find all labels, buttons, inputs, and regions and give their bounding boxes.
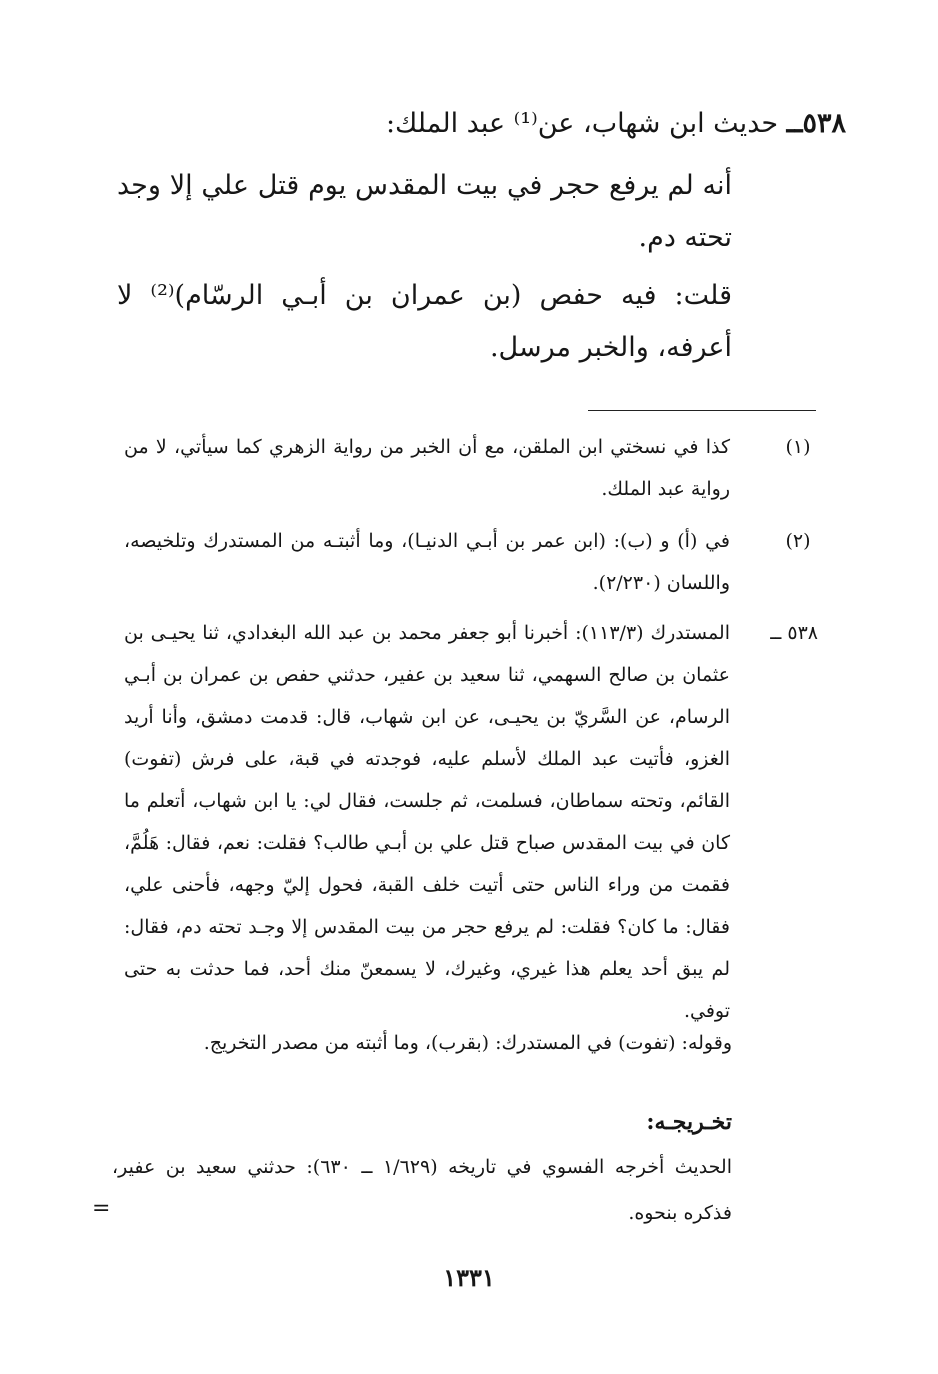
footnote-number: (١) (785, 436, 811, 458)
footnote-separator (588, 410, 816, 411)
hadith-text: أنه لم يرفع حجر في بيت المقدس يوم قتل علي إلا وجد تحته دم. (117, 170, 732, 253)
footnote (118, 426, 818, 516)
footnote-text: كذا في نسختي ابن الملقن، مع أن الخبر من رواية الزهري كما سيأتي، لا من رواية عبد الملك. (124, 436, 730, 500)
footnote-number: (٢) (785, 530, 811, 552)
hadith-heading (106, 102, 846, 146)
footnote-text: في (أ) و (ب): (ابن عمر بن أبـي الدنيـا)، وما أثبتـه من المستدرك وتلخيصه، واللسان (٢/٢٣٠). (124, 530, 730, 594)
hadith-number: ٥٣٨ــ (786, 108, 846, 139)
page-number: ١٣٣١ (443, 1263, 495, 1292)
continuation-mark: = (92, 1196, 111, 1221)
takhrij-title: تخـريجـه: (646, 1109, 732, 1135)
tahqiq-number: ٥٣٨ ــ (770, 622, 818, 644)
takhrij-text: الحديث أخرجه الفسوي في تاريخه (١/٦٢٩ ــ ٦٣٠): حدثني سعيد بن عفير، فذكره بنحوه. (112, 1156, 733, 1224)
hadith-heading-text: حديث ابن شهاب، عن⁽¹⁾ عبد الملك: (385, 108, 779, 139)
hadith-comment: قلت: فيه حفص (بن عمران بن أبـي الرسّام)⁽²⁾ لا أعرفه، والخبر مرسل. (117, 280, 732, 363)
tahqiq-text: المستدرك (١١٣/٣): أخبرنا أبو جعفر محمد بن عبد الله البغدادي، ثنا يحيـى بن عثمان بن صالح السهمي، ثنا سعيد بن عفير، حدثني حفص بن عمران بن أبـي الرسام، عن السَّريّ بن يحيـى، عن ابن شهاب، قال: قدمت دمشق، وأنا أريد الغزو، فأتيت عبد الملك لأسلم عليه، فوجدته في قبة، على فرش (تفوت) القائم، وتحته سماطان، فسلمت، ثم جلست، فقال لي: يا ابن شهاب، أتعلم ما كان في بيت المقدس صباح قتل علي بن أبـي طالب؟ فقلت: نعم، فقال: هَلُمَّ، فقمت من وراء الناس حتى أتيت خلف القبة، فحول إليّ وجهه، فأحنى علي، فقال: ما كان؟ فقلت: لم يرفع حجر من بيت المقدس إلا وجـد تحته دم، فقال: لم يبق أحد يعلم هذا غيري، وغيرك، لا يسمعنّ منك أحد، فما حدثت به حتى توفي. (124, 622, 730, 1022)
tahqiq-note: وقوله: (تفوت) في المستدرك: (بقرب)، وما أثبته من مصدر التخريج. (203, 1032, 732, 1054)
footnote (118, 520, 818, 610)
